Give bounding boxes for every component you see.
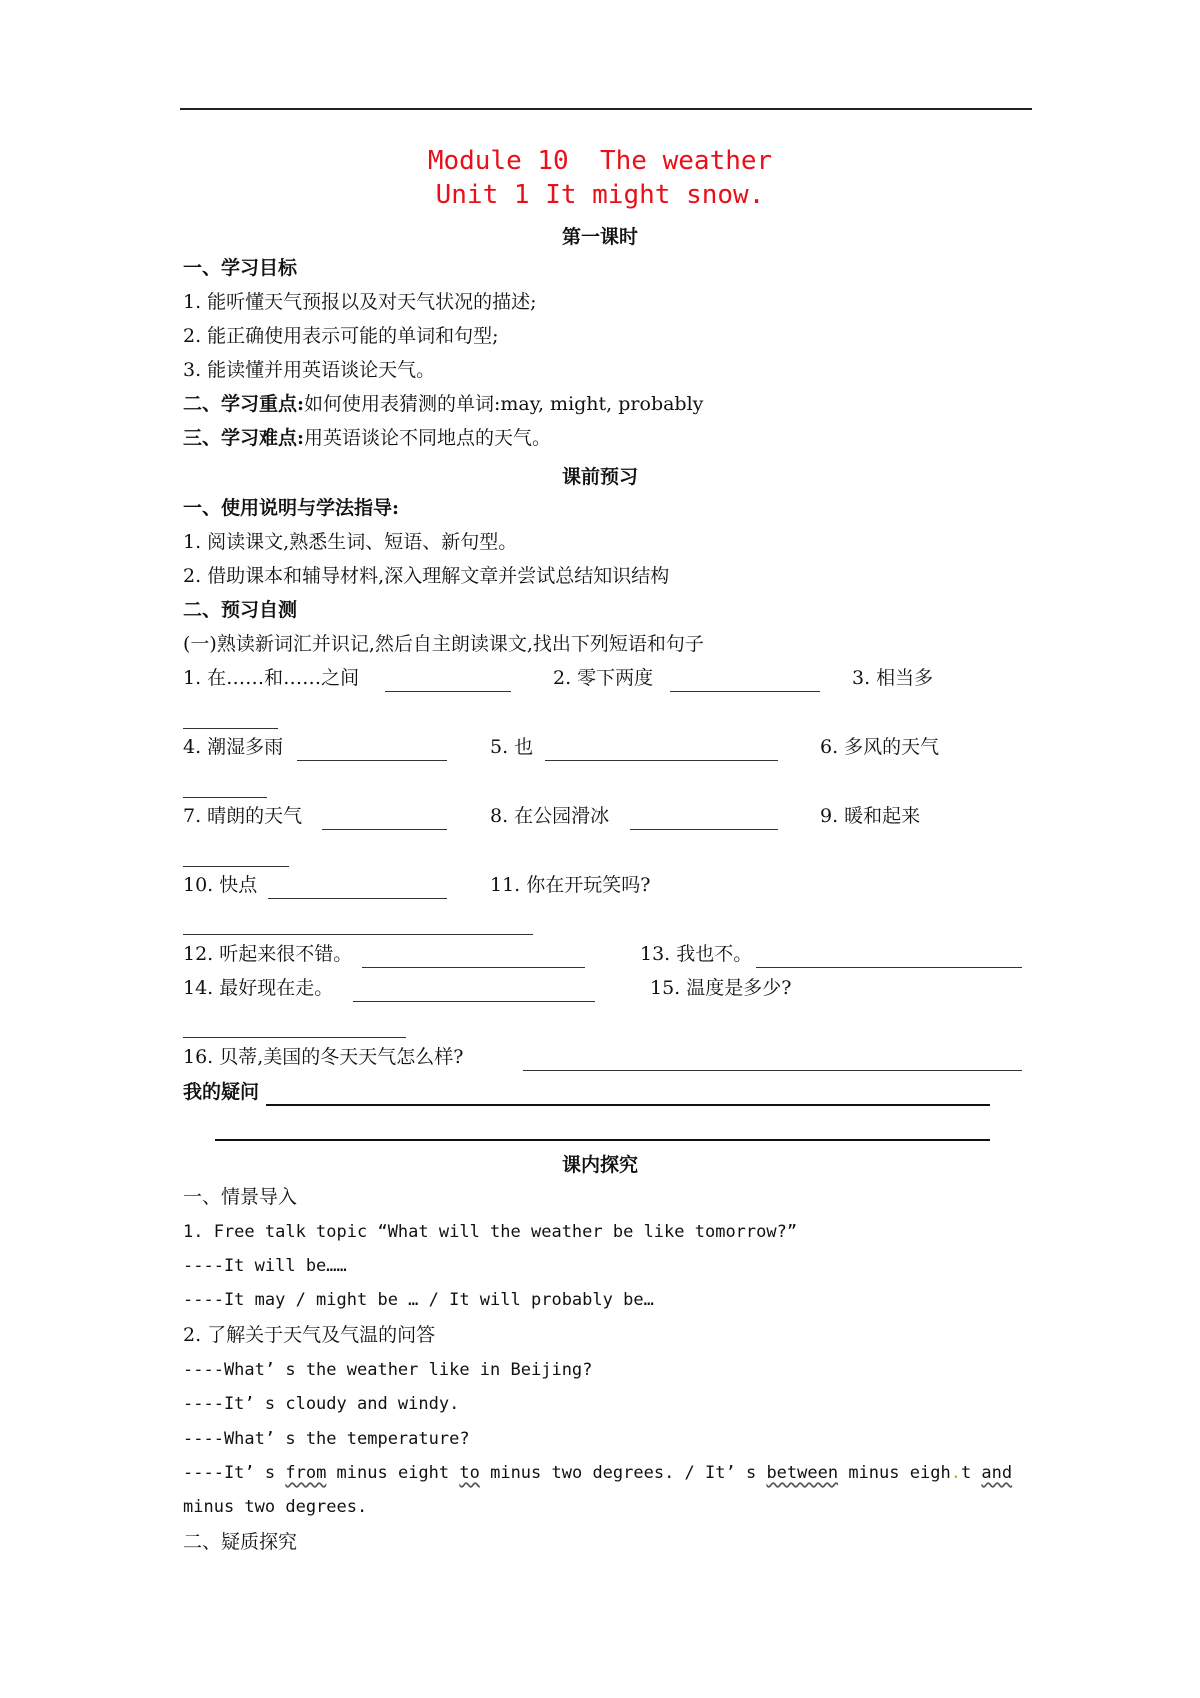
text-run: minus eigh	[838, 1463, 951, 1483]
dialogue-line: ----What’ s the weather like in Beijing?	[183, 1360, 593, 1380]
preview-heading: 课前预习	[561, 466, 638, 488]
self-test-intro: (一)熟读新词汇并识记,然后自主朗读课文,找出下列短语和句子	[183, 633, 704, 655]
difficulties-text: 用英语谈论不同地点的天气。	[304, 427, 552, 449]
exercise-item: 15. 温度是多少?	[650, 977, 792, 999]
marked-word: between	[766, 1463, 839, 1483]
dialogue-line: minus two degrees.	[183, 1497, 368, 1517]
dialogue-line: ----It’ s cloudy and windy.	[183, 1394, 460, 1414]
exercise-item: 3. 相当多	[852, 667, 934, 689]
answer-blank[interactable]	[756, 967, 1022, 968]
self-test-heading: 二、预习自测	[183, 599, 298, 621]
exercise-item: 8. 在公园滑冰	[490, 805, 610, 827]
questions-line[interactable]	[215, 1139, 990, 1141]
module-title: Module 10 The weather	[427, 146, 773, 176]
answer-blank[interactable]	[183, 1037, 406, 1038]
unit-title: Unit 1 It might snow.	[435, 180, 765, 210]
text-run: t	[960, 1463, 982, 1483]
exercise-item: 9. 暖和起来	[820, 805, 921, 827]
exercise-item: 12. 听起来很不错。	[183, 943, 353, 965]
answer-blank[interactable]	[297, 760, 447, 761]
answer-blank[interactable]	[362, 967, 585, 968]
exercise-item: 14. 最好现在走。	[183, 977, 334, 999]
section-heading: 一、情景导入	[183, 1186, 298, 1208]
key-points	[183, 392, 703, 416]
answer-blank[interactable]	[385, 691, 511, 692]
key-points-text: 如何使用表猜测的单词:may, might, probably	[304, 393, 704, 415]
free-talk-line: 1. Free talk topic “What will the weather be like tomorrow?”	[183, 1222, 798, 1242]
my-questions-label: 我的疑问	[183, 1081, 260, 1103]
objective-item: 3. 能读懂并用英语谈论天气。	[183, 359, 436, 381]
exercise-item: 4. 潮湿多雨	[183, 736, 284, 758]
marked-word: and	[981, 1463, 1013, 1483]
cursor-dot: .	[950, 1463, 961, 1483]
answer-blank[interactable]	[183, 728, 278, 729]
dialogue-line: ----What’ s the temperature?	[183, 1429, 470, 1449]
marked-word: from	[285, 1463, 327, 1483]
text-run: minus eight	[326, 1463, 460, 1483]
text-run: ----It’ s	[183, 1463, 286, 1483]
exercise-item: 11. 你在开玩笑吗?	[490, 874, 651, 896]
section-item: 2. 了解关于天气及气温的问答	[183, 1324, 436, 1346]
exercise-item: 5. 也	[490, 736, 534, 758]
lesson-label: 第一课时	[561, 226, 638, 248]
exercise-item: 2. 零下两度	[553, 667, 654, 689]
marked-word: to	[459, 1463, 480, 1483]
answer-blank[interactable]	[630, 829, 778, 830]
answer-blank[interactable]	[183, 934, 533, 935]
exercise-item: 10. 快点	[183, 874, 258, 896]
dialogue-line	[183, 1461, 1012, 1485]
text-run: minus two degrees. / It’ s	[479, 1463, 767, 1483]
answer-blank[interactable]	[523, 1070, 1022, 1071]
answer-blank[interactable]	[268, 898, 447, 899]
section-heading: 二、疑质探究	[183, 1531, 298, 1553]
objective-item: 2. 能正确使用表示可能的单词和句型;	[183, 325, 499, 347]
guide-heading: 一、使用说明与学法指导:	[183, 497, 400, 519]
exercise-item: 7. 晴朗的天气	[183, 805, 303, 827]
answer-blank[interactable]	[183, 866, 289, 867]
guide-item: 2. 借助课本和辅导材料,深入理解文章并尝试总结知识结构	[183, 565, 670, 587]
difficulties-label: 三、学习难点:	[183, 427, 305, 449]
objectives-heading: 一、学习目标	[183, 257, 298, 279]
key-points-label: 二、学习重点:	[183, 393, 305, 415]
header-rule	[180, 108, 1032, 110]
dialogue-line: ----It may / might be … / It will probably be…	[183, 1290, 654, 1310]
dialogue-line: ----It will be……	[183, 1256, 347, 1276]
questions-line[interactable]	[266, 1104, 990, 1106]
exercise-item: 16. 贝蒂,美国的冬天天气怎么样?	[183, 1046, 464, 1068]
objective-item: 1. 能听懂天气预报以及对天气状况的描述;	[183, 291, 537, 313]
answer-blank[interactable]	[545, 760, 778, 761]
inclass-heading: 课内探究	[561, 1154, 638, 1176]
exercise-item: 13. 我也不。	[640, 943, 753, 965]
exercise-item: 1. 在……和……之间	[183, 667, 360, 689]
guide-item: 1. 阅读课文,熟悉生词、短语、新句型。	[183, 531, 518, 553]
difficulties	[183, 426, 551, 450]
answer-blank[interactable]	[670, 691, 820, 692]
answer-blank[interactable]	[353, 1001, 595, 1002]
answer-blank[interactable]	[322, 829, 447, 830]
exercise-item: 6. 多风的天气	[820, 736, 940, 758]
answer-blank[interactable]	[183, 797, 267, 798]
